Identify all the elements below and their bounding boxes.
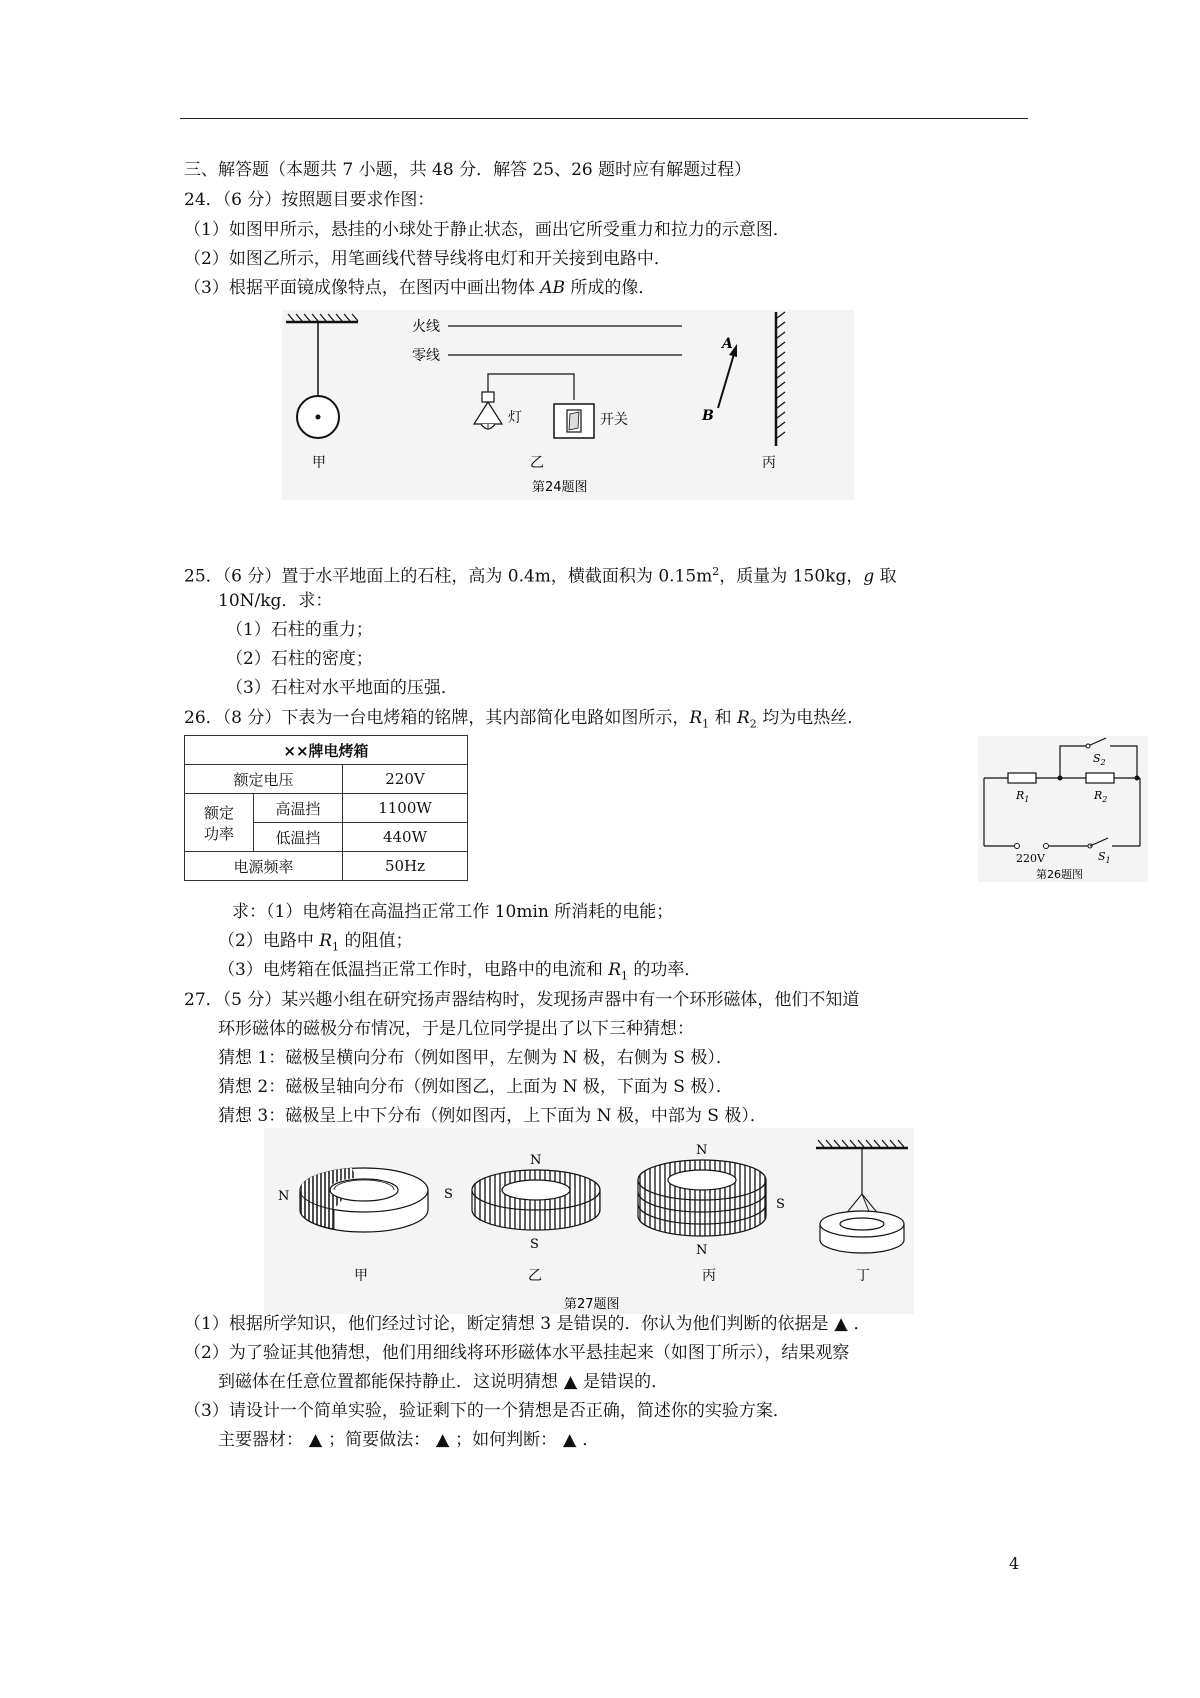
object-ab: AB [540, 278, 566, 298]
hanging-ball-diagram [286, 314, 358, 438]
q25-line1: 25．（6 分）置于水平地面上的石柱，高为 0.4m，横截面积为 $0.15m^2$，质量为 150kg，g 取 [184, 565, 897, 587]
fig27-label-jia: 甲 [354, 1268, 368, 1284]
fig24-label-jia: 甲 [312, 455, 326, 471]
point-b-label: B [702, 408, 714, 424]
q27-answer1: （1）根据所学知识，他们经过讨论，断定猜想 3 是错误的．你认为他们判断的依据是 ▲ ． [184, 1314, 871, 1334]
q26-head: 26．（8 分）下表为一台电烤箱的铭牌，其内部简化电路如图所示，$R_1$ 和 $R_2$ 均为电热丝． [184, 708, 865, 731]
frequency-value: 50Hz [343, 852, 468, 881]
answer-blank-2[interactable]: ▲ [564, 1372, 578, 1392]
live-wire-label: 火线 [412, 319, 440, 335]
plane-mirror-diagram [701, 312, 785, 446]
q27-guess1: 猜想 1：磁极呈横向分布（例如图甲，左侧为 N 极，右侧为 S 极）． [218, 1048, 733, 1068]
q24-part2: （2）如图乙所示，用笔画线代替导线将电灯和开关接到电路中． [184, 249, 671, 269]
fig27-bing-n-top: N [696, 1143, 708, 1158]
low-mode-label: 低温挡 [254, 823, 343, 852]
suspended-ring-magnet [816, 1140, 908, 1253]
q25-line2: 10N/kg．求： [218, 591, 333, 611]
high-mode-label: 高温挡 [254, 794, 343, 823]
fig27-label-bing: 丙 [702, 1268, 716, 1284]
q24-part3: （3）根据平面镜成像特点，在图丙中画出物体 AB 所成的像． [184, 278, 656, 298]
fig26-caption: 第26题图 [1036, 868, 1083, 881]
figure-26-circuit [978, 736, 1148, 882]
svg-text:R1: $R_1$ [1016, 789, 1030, 804]
nameplate-title: ××牌电烤箱 [185, 736, 468, 765]
switch-label: 开关 [600, 412, 628, 428]
ring-magnet-three-layer [638, 1160, 766, 1236]
fig27-jia-s: S [444, 1187, 453, 1202]
ring-magnet-transverse [300, 1168, 428, 1232]
low-mode-value: 440W [343, 823, 468, 852]
point-a-label: A [722, 336, 733, 352]
fig27-bing-n-bottom: N [696, 1243, 708, 1258]
rated-voltage-value: 220V [343, 765, 468, 794]
neutral-wire-label: 零线 [412, 348, 440, 364]
fig27-jia-n: N [278, 1189, 290, 1204]
q27-answer2-line1: （2）为了验证其他猜想，他们用细线将环形磁体水平悬挂起来（如图丁所示），结果观察 [184, 1343, 850, 1363]
fig27-label-yi: 乙 [528, 1268, 542, 1284]
q27-guess3: 猜想 3：磁极呈上中下分布（例如图丙，上下面为 N 极，中部为 S 极）． [218, 1106, 767, 1126]
answer-blank-judgement[interactable]: ▲ [563, 1430, 577, 1450]
svg-text:S1: $S_1$ [1098, 850, 1111, 865]
header-rule [180, 118, 1028, 119]
fig27-caption: 第27题图 [564, 1297, 620, 1312]
rated-voltage-label: 额定电压 [185, 765, 343, 794]
q25-part2: （2）石柱的密度； [226, 649, 373, 669]
q27-guess2: 猜想 2：磁极呈轴向分布（例如图乙，上面为 N 极，下面为 S 极）． [218, 1077, 733, 1097]
supply-voltage-label: 220V [1016, 852, 1045, 865]
q26-part3: （3）电烤箱在低温挡正常工作时，电路中的电流和 $R_1$ 的功率． [218, 960, 702, 983]
rated-power-label: 额定 功率 [185, 794, 254, 852]
frequency-label: 电源频率 [185, 852, 343, 881]
fig24-label-yi: 乙 [530, 455, 544, 471]
answer-blank-1[interactable]: ▲ [834, 1314, 848, 1334]
section-note: （本题共 7 小题，共 48 分．解答 25、26 题时应有解题过程） [269, 160, 752, 180]
q25-part3: （3）石柱对水平地面的压强． [226, 678, 458, 698]
svg-text:S2: $S_2$ [1093, 752, 1106, 767]
q27-line1: 27．（5 分）某兴趣小组在研究扬声器结构时，发现扬声器中有一个环形磁体，他们不知道 [184, 990, 860, 1010]
section-heading [184, 158, 751, 182]
lamp-label: 灯 [508, 410, 522, 426]
nameplate-table [184, 735, 468, 881]
answer-blank-materials[interactable]: ▲ [309, 1430, 323, 1450]
household-circuit-diagram [412, 318, 682, 438]
q25-part1: （1）石柱的重力； [226, 620, 373, 640]
q27-answer2-line2: 到磁体在任意位置都能保持静止．这说明猜想 ▲ 是错误的． [218, 1372, 669, 1392]
q24-head: 24．（6 分）按照题目要求作图： [184, 190, 435, 210]
fig27-yi-s: S [530, 1237, 539, 1252]
figure-27 [264, 1128, 914, 1314]
page-number: 4 [1009, 1554, 1020, 1573]
fig27-label-ding: 丁 [856, 1268, 870, 1284]
high-mode-value: 1100W [343, 794, 468, 823]
fig27-bing-s: S [776, 1197, 785, 1212]
q24-part1: （1）如图甲所示，悬挂的小球处于静止状态，画出它所受重力和拉力的示意图． [184, 220, 790, 240]
q26-part2: （2）电路中 $R_1$ 的阻值； [218, 931, 413, 954]
svg-text:R2: $R_2$ [1094, 789, 1108, 804]
fig24-label-bing: 丙 [762, 455, 776, 471]
q26-ask: 求：（1）电烤箱在高温挡正常工作 10min 所消耗的电能； [232, 902, 674, 922]
fig27-yi-n: N [530, 1153, 542, 1168]
q27-answer3-line2: 主要器材： ▲ ；简要做法： ▲ ；如何判断： ▲ ． [218, 1430, 600, 1450]
q27-line2: 环形磁体的磁极分布情况，于是几位同学提出了以下三种猜想： [218, 1019, 694, 1039]
section-title: 三、解答题 [184, 160, 269, 180]
q27-answer3-line1: （3）请设计一个简单实验，验证剩下的一个猜想是否正确，简述你的实验方案． [184, 1401, 790, 1421]
figure-24 [282, 310, 854, 500]
answer-blank-method[interactable]: ▲ [436, 1430, 450, 1450]
ring-magnet-axial [472, 1170, 600, 1230]
fig24-caption: 第24题图 [532, 480, 588, 495]
